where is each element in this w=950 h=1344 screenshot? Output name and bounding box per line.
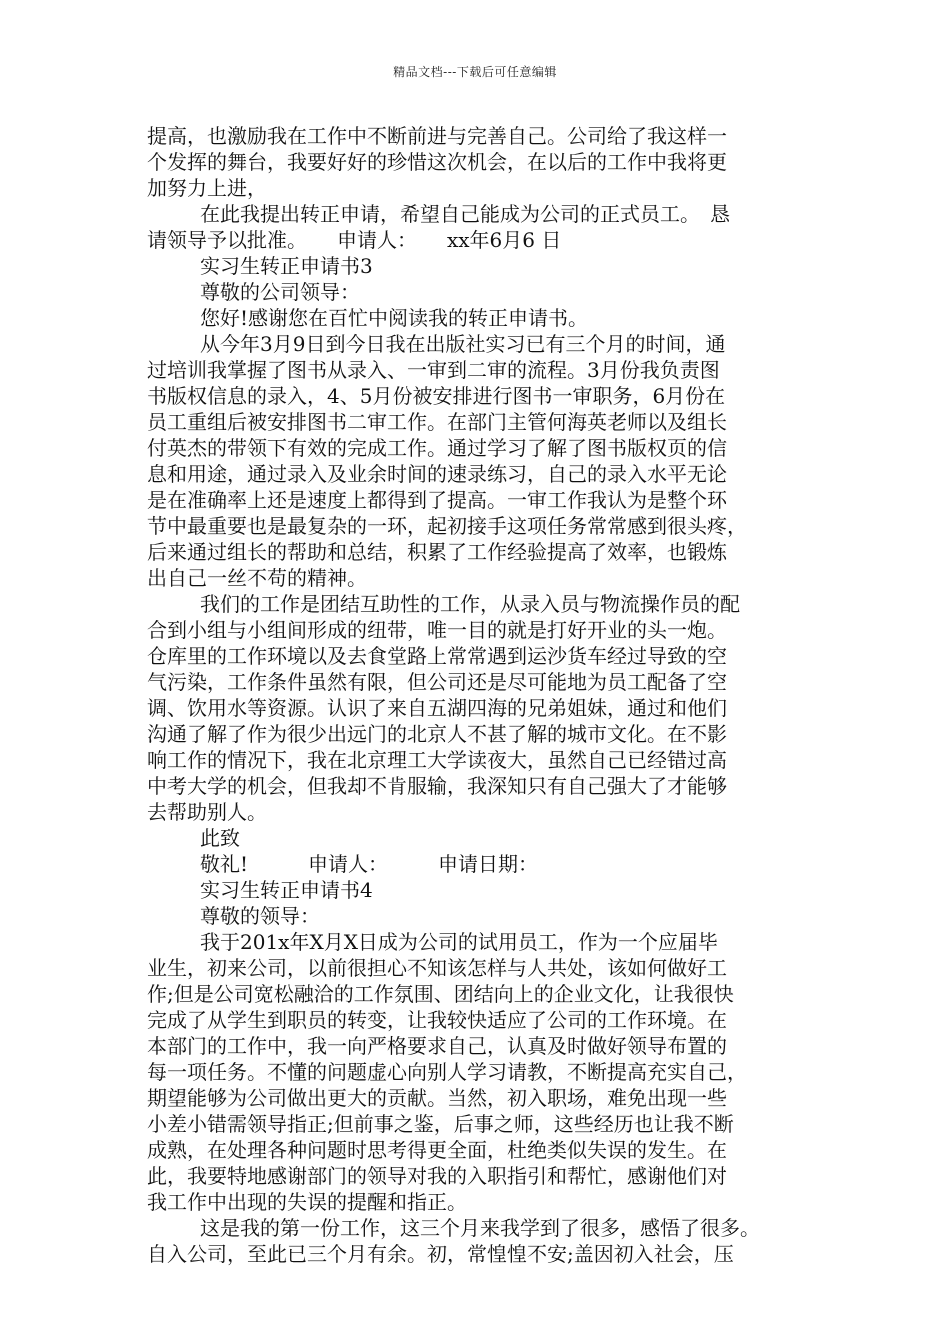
- text-line: 从今年3月9日到今日我在出版社实习已有三个月的时间，通: [200, 332, 726, 356]
- text-line: 中考大学的机会，但我却不肯服输，我深知只有自己强大了才能够: [147, 774, 727, 798]
- text-line: 气污染，工作条件虽然有限，但公司还是尽可能地为员工配备了空: [147, 670, 727, 694]
- text-line: 员工重组后被安排图书二审工作。在部门主管何海英老师以及组长: [147, 410, 727, 434]
- text-line: 后来通过组长的帮助和总结，积累了工作经验提高了效率，也锻炼: [147, 540, 727, 564]
- text-line: 付英杰的带领下有效的完成工作。通过学习了解了图书版权页的信: [147, 436, 727, 460]
- text-line: 提高，也激励我在工作中不断前进与完善自己。公司给了我这样一: [147, 124, 727, 148]
- closing: 此致: [200, 826, 240, 850]
- text-line: 书版权信息的录入，4、5月份被安排进行图书一审职务，6月份在: [147, 384, 726, 408]
- text-line: 我于201x年X月X日成为公司的试用员工，作为一个应届毕: [200, 930, 718, 954]
- text-line: 小差小错需领导指正;但前事之鉴，后事之师，这些经历也让我不断: [147, 1112, 734, 1136]
- text-line: 我工作中出现的失误的提醒和指正。: [147, 1190, 467, 1214]
- text-line: 合到小组与小组间形成的纽带，唯一目的就是打好开业的头一炮。: [147, 618, 727, 642]
- text-line: 调、饮用水等资源。认识了来自五湖四海的兄弟姐妹，通过和他们: [147, 696, 727, 720]
- text-line: 完成了从学生到职员的转变，让我较快适应了公司的工作环境。在: [147, 1008, 727, 1032]
- text-line: 响工作的情况下，我在北京理工大学读夜大，虽然自己已经错过高: [147, 748, 727, 772]
- text-line: 是在准确率上还是速度上都得到了提高。一审工作我认为是整个环: [147, 488, 727, 512]
- text-line: 出自己一丝不苟的精神。: [147, 566, 367, 590]
- text-line: 请领导予以批准。 申请人： xx年6月6 日: [147, 228, 562, 252]
- text-line: 每一项任务。不懂的问题虚心向别人学习请教，不断提高充实自己，: [147, 1060, 747, 1084]
- text-line: 在此我提出转正申请，希望自己能成为公司的正式员工。 恳: [200, 202, 730, 226]
- text-line: 沟通了解了作为很少出远门的北京人不甚了解的城市文化。在不影: [147, 722, 727, 746]
- salutation: 尊敬的公司领导：: [200, 280, 360, 304]
- signature-line: 敬礼! 申请人： 申请日期：: [200, 852, 539, 876]
- text-line: 业生，初来公司，以前很担心不知该怎样与人共处，该如何做好工: [147, 956, 727, 980]
- text-line: 成熟，在处理各种问题时思考得更全面，杜绝类似失误的发生。在: [147, 1138, 727, 1162]
- text-line: 息和用途，通过录入及业余时间的速录练习，自己的录入水平无论: [147, 462, 727, 486]
- text-line: 过培训我掌握了图书从录入、一审到二审的流程。3月份我负责图: [147, 358, 720, 382]
- salutation: 尊敬的领导：: [200, 904, 320, 928]
- text-line: 自入公司，至此已三个月有余。初，常惶惶不安;盖因初入社会，压: [147, 1242, 734, 1266]
- text-line: 本部门的工作中，我一向严格要求自己，认真及时做好领导布置的: [147, 1034, 727, 1058]
- text-line: 此，我要特地感谢部门的领导对我的入职指引和帮忙，感谢他们对: [147, 1164, 727, 1188]
- text-line: 作;但是公司宽松融洽的工作氛围、团结向上的企业文化，让我很快: [147, 982, 734, 1006]
- page-header: 精品文档---下载后可任意编辑: [393, 65, 557, 79]
- text-line: 仓库里的工作环境以及去食堂路上常常遇到运沙货车经过导致的空: [147, 644, 727, 668]
- text-line: 期望能够为公司做出更大的贡献。当然，初入职场，难免出现一些: [147, 1086, 727, 1110]
- section-title: 实习生转正申请书4: [200, 878, 373, 902]
- section-title: 实习生转正申请书3: [200, 254, 373, 278]
- text-line: 个发挥的舞台，我要好好的珍惜这次机会，在以后的工作中我将更: [147, 150, 727, 174]
- text-line: 您好!感谢您在百忙中阅读我的转正申请书。: [200, 306, 589, 330]
- text-line: 去帮助别人。: [147, 800, 267, 824]
- text-line: 加努力上进，: [147, 176, 267, 200]
- text-line: 节中最重要也是最复杂的一环，起初接手这项任务常常感到很头疼，: [147, 514, 747, 538]
- text-line: 我们的工作是团结互助性的工作，从录入员与物流操作员的配: [200, 592, 740, 616]
- text-line: 这是我的第一份工作，这三个月来我学到了很多，感悟了很多。: [200, 1216, 760, 1240]
